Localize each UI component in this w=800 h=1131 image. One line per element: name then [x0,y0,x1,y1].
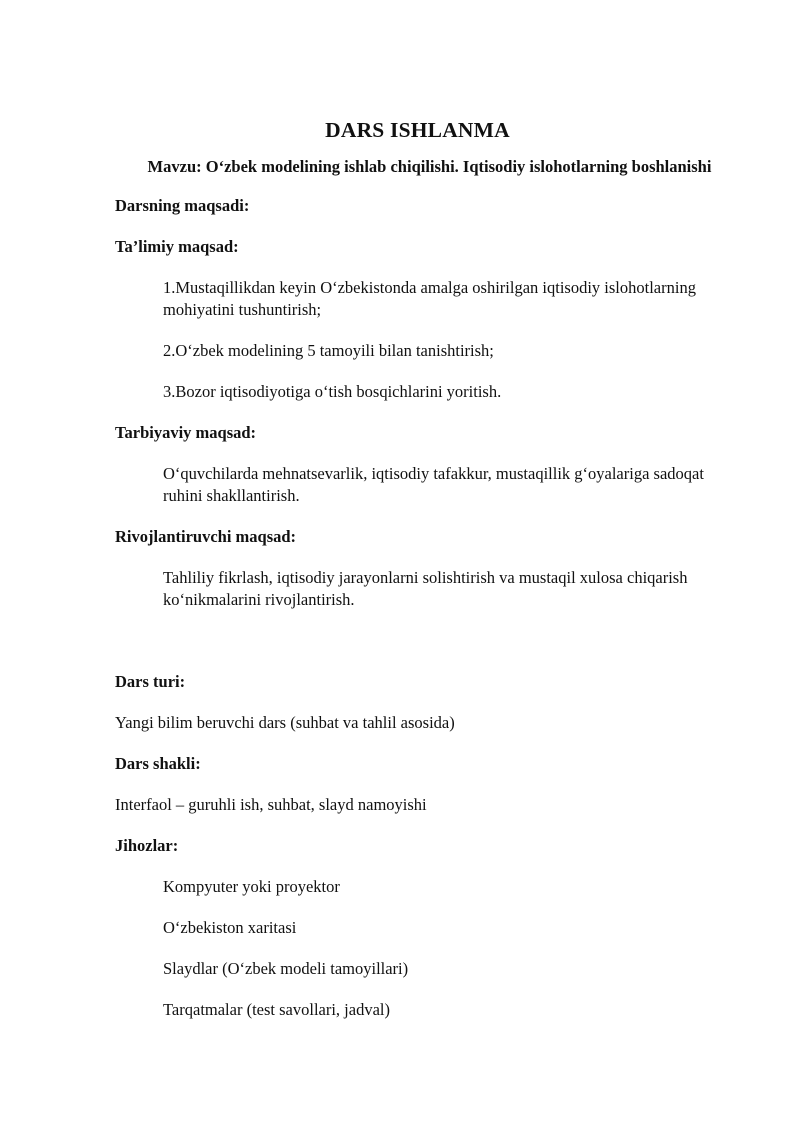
document-body [115,116,720,1040]
equipment-item: O‘zbekiston xaritasi [163,918,297,937]
document-title: DARS ISHLANMA [325,118,510,142]
equipment-item: Kompyuter yoki proyektor [163,877,340,896]
developmental-aim-heading: Rivojlantiruvchi maqsad: [115,527,297,546]
educational-aim-heading: Ta’limiy maqsad: [115,237,239,256]
upbringing-aim-text: O‘quvchilarda mehnatsevarlik, iqtisodiy tafakkur, mustaqillik g‘oyalariga sadoqat ruhini shakllantirish. [163,464,704,505]
aim-heading: Darsning maqsadi: [115,196,250,215]
lesson-form-heading: Dars shakli: [115,754,201,773]
upbringing-aim-heading: Tarbiyaviy maqsad: [115,423,257,442]
lesson-type-heading: Dars turi: [115,672,186,691]
equipment-heading: Jihozlar: [115,836,179,855]
lesson-topic: Mavzu: O‘zbek modelining ishlab chiqilishi. Iqtisodiy islohotlarning boshlanishi [147,157,712,176]
equipment-item: Tarqatmalar (test savollari, jadval) [163,1000,390,1019]
developmental-aim-text: Tahliliy fikrlash, iqtisodiy jarayonlarni solishtirish va mustaqil xulosa chiqarish ko‘nikmalarini rivojlantirish. [163,568,688,609]
lesson-type-text: Yangi bilim beruvchi dars (suhbat va tahlil asosida) [115,713,455,732]
section-spacer [115,630,720,671]
educational-aim-item: 2.O‘zbek modelining 5 tamoyili bilan tanishtirish; [163,341,494,360]
educational-aim-item: 1.Mustaqillikdan keyin O‘zbekistonda amalga oshirilgan iqtisodiy islohotlarning mohiyatini tushuntirish; [163,278,696,319]
equipment-item: Slaydlar (O‘zbek modeli tamoyillari) [163,959,409,978]
educational-aim-item: 3.Bozor iqtisodiyotiga o‘tish bosqichlarini yoritish. [163,382,502,401]
lesson-form-text: Interfaol – guruhli ish, suhbat, slayd namoyishi [115,795,427,814]
